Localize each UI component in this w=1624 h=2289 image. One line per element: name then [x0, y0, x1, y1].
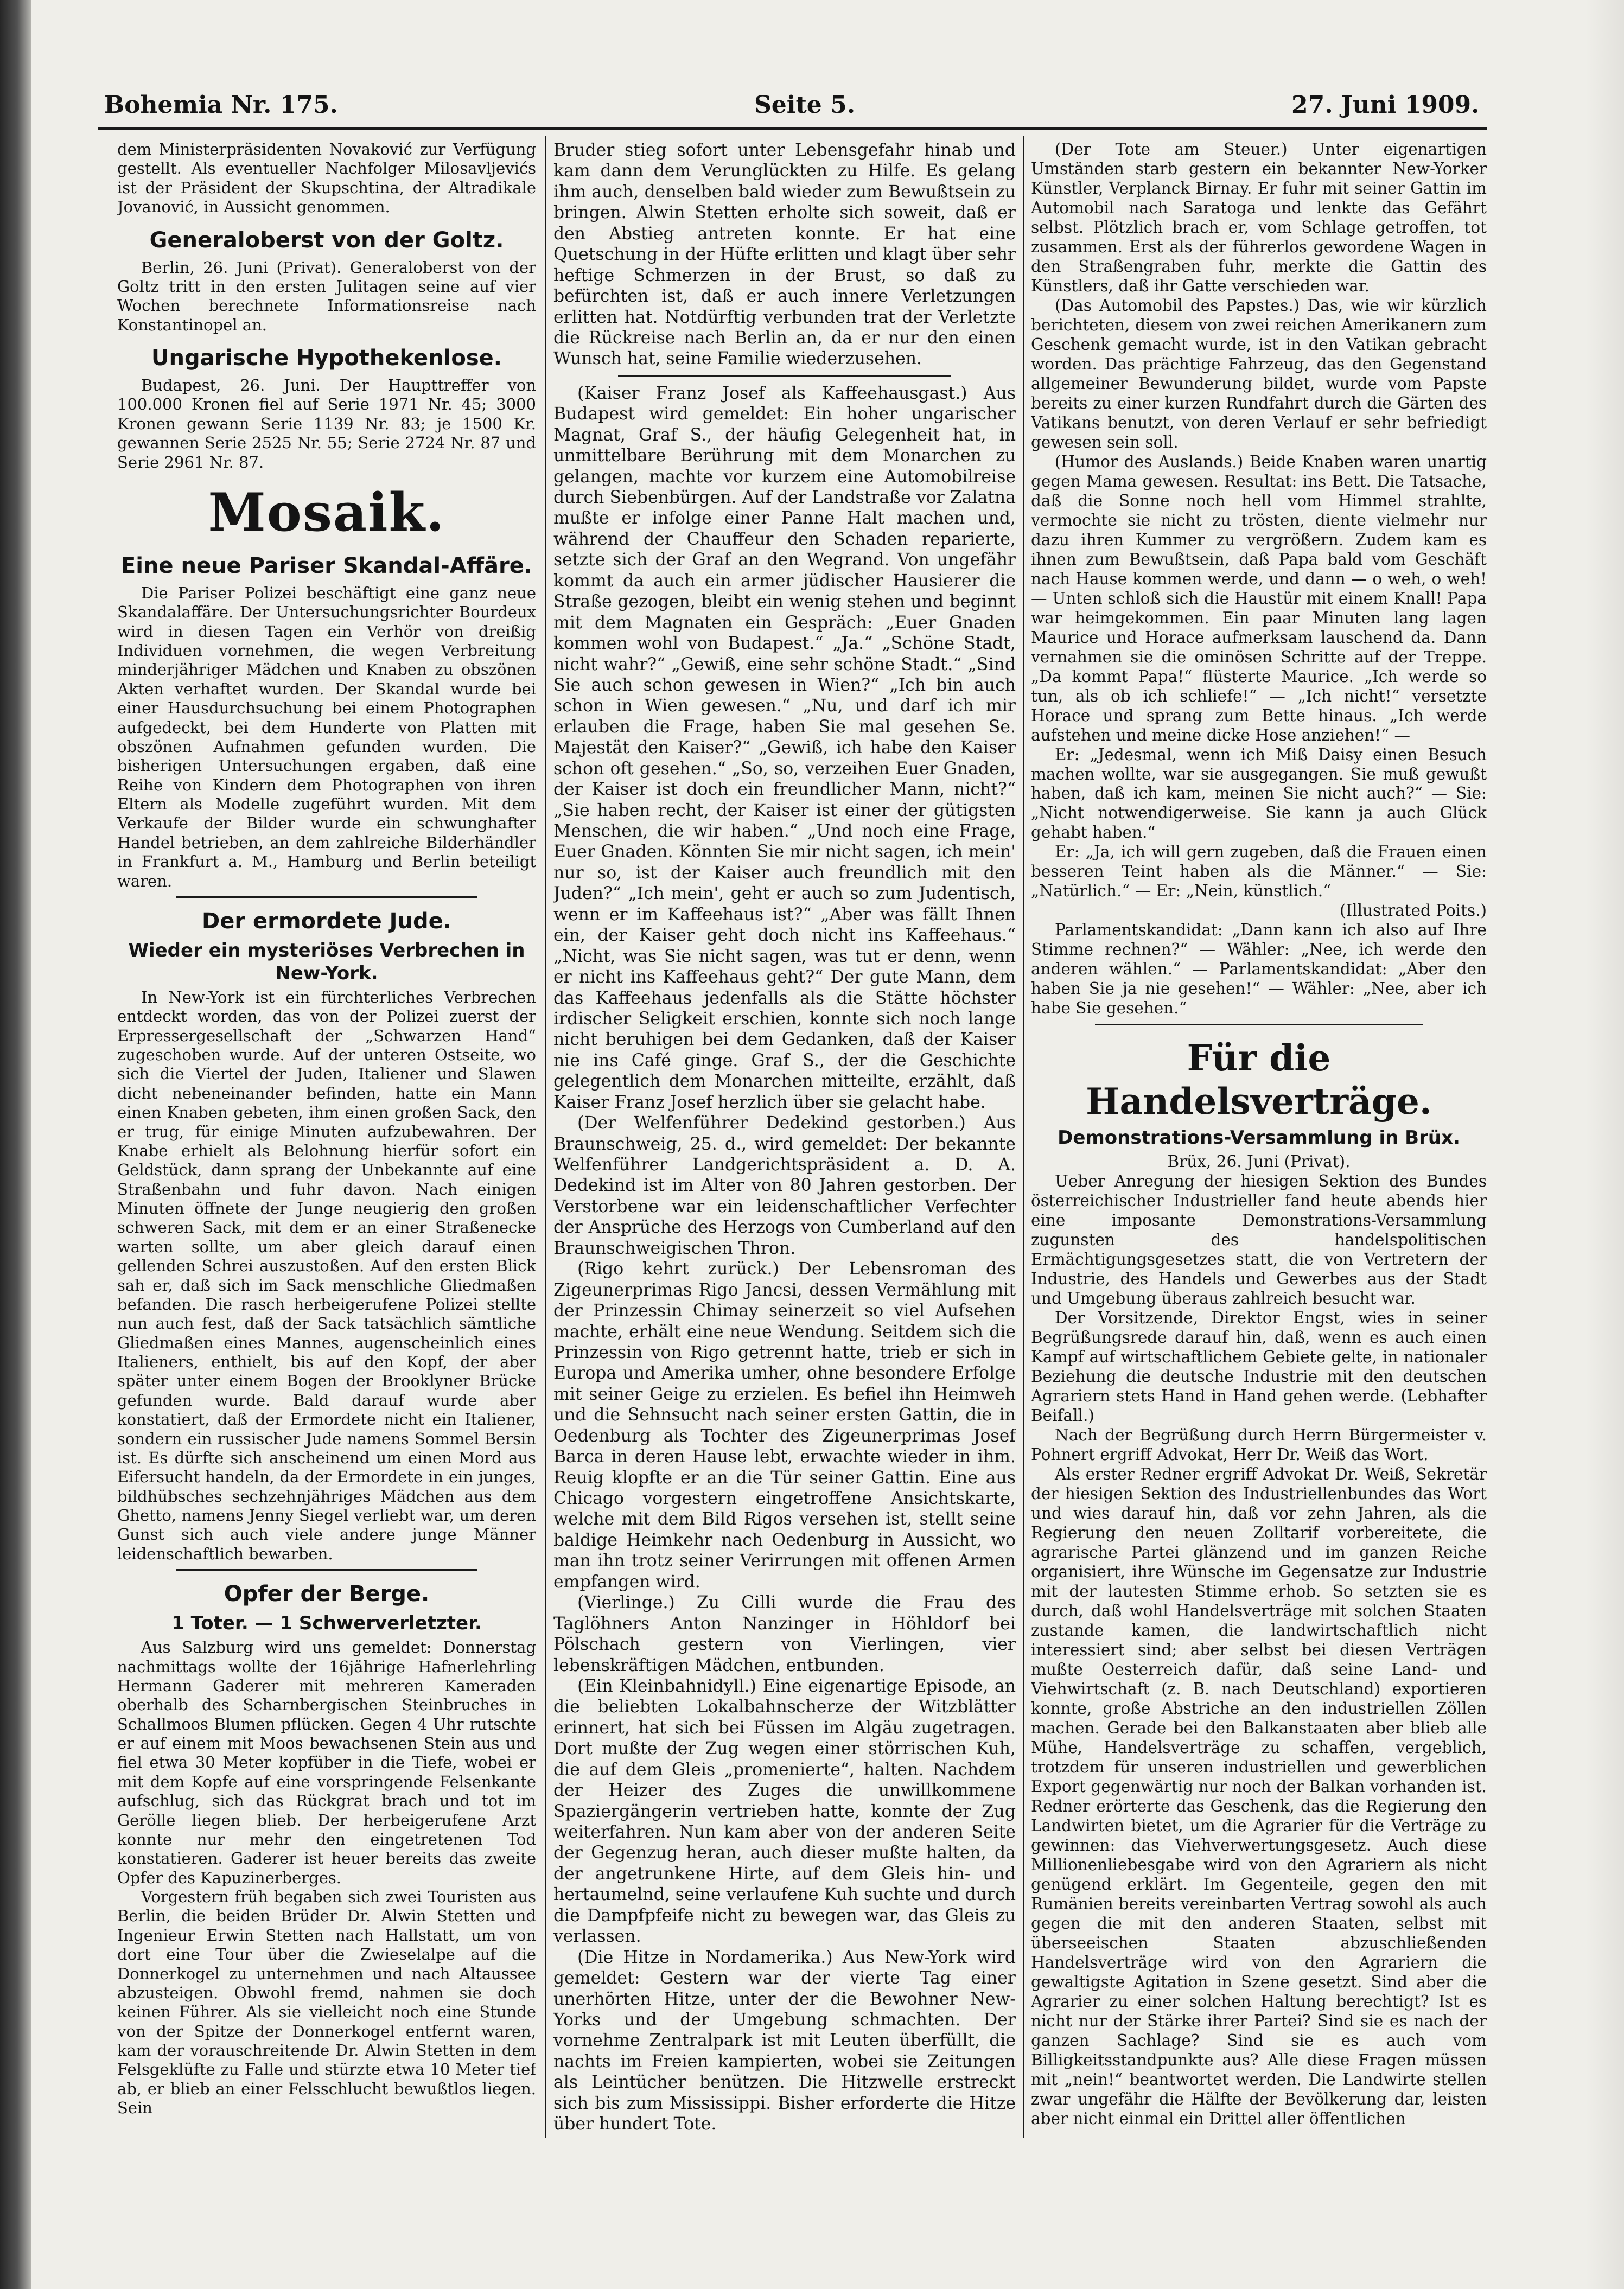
page-edge [1586, 0, 1624, 2289]
article-handelsvertraege-2: Der Vorsitzende, Direktor Engst, wies in seiner Begrüßungsrede darauf hin, daß, wenn es auch einen Kampf auf wirtschaftlichem Gebiete gelte, in nationaler Beziehung die deutsche Industrie mit den deutschen Agrariern stets Hand in Hand gehen werde. (Lebhafter Beifall.) [1031, 1309, 1487, 1425]
book-binding-shadow [0, 0, 31, 2289]
article-continuation: Bruder stieg sofort unter Lebensgefahr hinab und kam dann dem Verunglückten zu Hilfe. Es gelang ihm auch, denselben bald wieder zum Bewußtsein zu bringen. Alwin Stetten erholte sich soweit, daß er den Abstieg antreten konnte. Er hat eine Quetschung in der Hüfte erlitten und klagt über sehr heftige Schmerzen in der Brust, so daß zu befürchten ist, daß er auch innere Verletzungen erlitten hat. Notdürftig verbunden trat der Verletzte die Rückreise nach Berlin an, da er nur den einen Wunsch hat, seine Familie wiederzusehen. [553, 141, 1016, 369]
column-1 [117, 140, 536, 2147]
subheadline-opfer-der-berge: 1 Toter. — 1 Schwerverletzter. [171, 1612, 482, 1635]
article-separator [176, 1569, 477, 1571]
section-title-mosaik: Mosaik. [208, 481, 445, 543]
news-kaiser-kaffeehaus: (Kaiser Franz Josef als Kaffeehausgast.) Aus Budapest wird gemeldet: Ein hoher ungarischer Magnat, Graf S., der häufig Gelegenheit hat, in unmittelbare Berührung mit dem Monarchen zu gelangen, machte vor kurzem eine Automobilreise durch Siebenbürgen. Auf der Landstraße vor Zalatna mußte er infolge einer Panne Halt machen und, während der Chauffeur den Schaden reparierte, setzte sich der Graf an den Wegrand. Von ungefähr kommt da auch ein armer jüdischer Hausierer die Straße gezogen, bleibt ein wenig stehen und beginnt mit dem Magnaten ein Gespräch: „Euer Gnaden kommen wohl von Budapest.“ „Ja.“ „Schöne Stadt, nicht wahr?“ „Gewiß, eine sehr schöne Stadt.“ „Sind Sie auch schon gewesen in Wien?“ „Ich bin auch schon in Wien gewesen.“ „Nu, und darf ich mir erlauben die Frage, haben Sie mal gesehen Se. Majestät den Kaiser?“ „Gewiß, ich habe den Kaiser schon oft gesehen.“ „So, so, verzeihen Euer Gnaden, der Kaiser ist doch ein freundlicher Mann, nicht?“ „Sie haben recht, der Kaiser ist einer der gütigsten Menschen, die wir haben.“ „Und noch eine Frage, Euer Gnaden. Könnten Sie mir nicht sagen, ich mein' nur so, ist der Kaiser auch freundlich mit den Juden?“ „Ich mein', geht er auch so zum Judentisch, wenn er im Kaffeehaus ist?“ „Aber was fällt Ihnen ein, der Kaiser geht doch nicht ins Kaffeehaus.“ „Nicht, was Sie nicht sagen, was tut er denn, wenn er nicht ins Kaffeehaus geht?“ Der gute Mann, dem das Kaffeehaus jedenfalls als die Stätte höchster irdischer Seligkeit erschien, konnte sich noch lange nicht beruhigen bei dem Gedanken, daß der Kaiser nie ins Café ginge. Graf S., der die Geschichte gelegentlich dem Monarchen mitteilte, erzählt, daß Kaiser Franz Josef herzlich über sie gelacht habe. [553, 383, 1016, 1112]
news-humor-3: Er: „Ja, ich will gern zugeben, daß die Frauen einen besseren Teint haben als die Männer.“ — Sie: „Natürlich.“ — Er: „Nein, künstlich.“ [1031, 843, 1487, 901]
dateline-brux: Brüx, 26. Juni (Privat). [1167, 1152, 1351, 1171]
column-rule-1 [545, 136, 546, 2138]
headline-ermordete-jude: Der ermordete Jude. [202, 908, 451, 934]
article-ermordete-jude: In New-York ist ein fürchterliches Verbrechen entdeckt worden, das von der Polizei zuerst der Erpressergesellschaft der „Schwarzen Hand“ zugeschoben wurde. Auf der unteren Ostseite, wo sich die Viertel der Juden, Italiener und Slawen dicht nebeneinander befinden, hatte ein Mann einen Knaben gebeten, ihm einen großen Sack, den er trug, für einige Minuten aufzubewahren. Der Knabe erhielt als Belohnung hierfür sofort ein Geldstück, dann sprang der Unbekannte auf eine Straßenbahn und fuhr davon. Nach einigen Minuten öffnete der Junge neugierig den großen schweren Sack, mit dem er an einer Straßenecke warten sollte, um aber gleich darauf einen gellenden Schrei auszustoßen. Auf den ersten Blick sah er, daß sich im Sack menschliche Gliedmaßen befanden. Die rasch herbeigerufene Polizei stellte nun auch fest, daß der Sack tatsächlich sämtliche Gliedmaßen eines Mannes, augenscheinlich eines Italieners, enthielt, bis auf den Kopf, der aber später unter einem Bogen der Brooklyner Brücke gefunden wurde. Bald darauf wurde aber konstatiert, daß der Ermordete nicht ein Italiener, sondern ein russischer Jude namens Sommel Bersin ist. Es dürfte sich anscheinend um einen Mord aus Eifersucht handeln, da der Ermordete in ein junges, bildhübsches sechzehnjähriges Mädchen aus dem Ghetto, namens Jenny Siegel verliebt war, um deren Gunst sich auch viele andere junge Männer leidenschaftlich bewarben. [117, 987, 536, 1563]
humor-source: (Illustrated Poits.) [1339, 901, 1487, 920]
header-page-number: Seite 5. [754, 91, 856, 119]
column-2 [553, 140, 1016, 2147]
article-goltz: Berlin, 26. Juni (Privat). Generaloberst von der Goltz tritt in den ersten Julitagen seine auf vier Wochen berechnete Informationsreise nach Konstantinopel an. [117, 258, 536, 334]
headline-goltz: Generaloberst von der Goltz. [149, 227, 504, 253]
article-opfer-der-berge-2: Vorgestern früh begaben sich zwei Touristen aus Berlin, die beiden Brüder Dr. Alwin Stetten und Ingenieur Erwin Stetten nach Hallstatt, um von dort eine Tour über die Zwieselalpe auf die Donnerkogel zu unternehmen und nach Altaussee abzusteigen. Obwohl fremd, nahmen sie doch keinen Führer. Als sie vielleicht noch eine Stunde von der Spitze der Donnerkogel entfernt waren, kam der vorauschreitende Dr. Alwin Stetten in dem Felsgeklüfte zu Falle und stürzte etwa 10 Meter tief ab, er blieb an einer Felsschlucht bewußtlos liegen. Sein [117, 1888, 536, 2118]
news-kleinbahnidyll: (Ein Kleinbahnidyll.) Eine eigenartige Episode, an die beliebten Lokalbahnscherze der Witzblätter erinnert, hat sich bei Füssen im Algäu zugetragen. Dort mußte der Zug wegen einer störrischen Kuh, die auf dem Gleis „promenierte“, halten. Nachdem der Heizer des Zuges die unwillkommene Spaziergängerin vertrieben hatte, konnte der Zug weiterfahren. Nun kam aber von der anderen Seite der Gegenzug heran, auch dieser mußte halten, da der angetrunkene Hirte, auf dem Gleis hin- und hertaumelnd, seine verlaufene Kuh suchte und durch die Dampfpfeife nicht zu bewegen war, das Gleis zu verlassen. [553, 1676, 1016, 1947]
news-tote-am-steuer: (Der Tote am Steuer.) Unter eigenartigen Umständen starb gestern ein bekannter New-Yorker Künstler, Verplanck Birnay. Er fuhr mit seiner Gattin im Automobil nach Saratoga und lenkte das Gefährt selbst. Plötzlich brach er, vom Schlage getroffen, tot zusammen. Erst als der führerlos gewordene Wagen in den Straßengraben fuhr, merkte die Gattin des Künstlers, daß ihr Gatte verschieden war. [1031, 140, 1487, 295]
news-humor-1: (Humor des Auslands.) Beide Knaben waren unartig gegen Mama gewesen. Resultat: ins Bett. Die Tatsache, daß die Sonne noch hell vom Himmel strahlte, vermochte sie nicht zu trösten, diente vielmehr nur dazu ihren Kummer zu vergrößern. Zudem kam es ihnen zum Bewußtsein, daß Papa bald vom Geschäft nach Hause kommen werde, und dann — o weh, o weh! — Unten schloß sich die Haustür mit einem Knall! Papa war heimgekommen. Ein paar Minuten lang lagen Maurice und Horace aufmerksam lauschend da. Dann vernahmen sie die ominösen Schritte auf der Treppe. „Da kommt Papa!“ flüsterte Maurice. „Ich werde so tun, als ob ich schliefe!“ — „Ich nicht!“ versetzte Horace und sprang zum Bette hinaus. „Ich werde aufstehen und meine dicke Hose anziehen!“ — [1031, 452, 1487, 744]
news-humor-4: Parlamentskandidat: „Dann kann ich also auf Ihre Stimme rechnen?“ — Wähler: „Nee, ich werde den anderen wählen.“ — Parlamentskandidat: „Aber den haben Sie ja nie gesehen!“ — Wähler: „Nee, aber ich habe Sie gesehen.“ [1031, 921, 1487, 1018]
column-rule-2 [1023, 136, 1024, 2138]
article-separator [176, 896, 477, 898]
article-handelsvertraege-1: Ueber Anregung der hiesigen Sektion des Bundes österreichischer Industrieller fand heute abends hier eine imposante Demonstrations-Versammlung zugunsten des handelspolitischen Ermächtigungsgesetzes statt, die von Vertretern der Industrie, des Handels und Gewerbes aus der Stadt und Umgebung überaus zahlreich besucht war. [1031, 1172, 1487, 1308]
column-3 [1031, 140, 1487, 2147]
article-hypothekenlose: Budapest, 26. Juni. Der Haupttreffer von 100.000 Kronen fiel auf Serie 1971 Nr. 45; 3000 Kronen gewann Serie 1139 Nr. 83; je 1500 Kr. gewannen Serie 2525 Nr. 55; Serie 2724 Nr. 87 und Serie 2961 Nr. 87. [117, 376, 536, 471]
header-date: 27. Juni 1909. [1291, 91, 1480, 119]
article-paris-affaere: Die Pariser Polizei beschäftigt eine ganz neue Skandalaffäre. Der Untersuchungsrichter Bourdeux wird in diesen Tagen ein Verhör von dreißig Individuen vornehmen, die wegen Verbreitung minderjähriger Mädchen und Knaben zu obszönen Akten verhaftet wurden. Der Skandal wurde bei einer Hausdurchsuchung bei einem Photographen aufgedeckt, bei dem Hunderte von Platten mit obszönen Aufnahmen gefunden wurden. Die bisherigen Untersuchungen ergaben, daß eine Reihe von Kindern dem Photographen von ihren Eltern als Modelle zugeführt wurden. Mit dem Verkaufe der Bilder wurde ein schwunghafter Handel betrieben, an dem zahlreiche Bilderhändler in Frankfurt a. M., Hamburg und Berlin beteiligt waren. [117, 583, 536, 890]
headline-hypothekenlose: Ungarische Hypothekenlose. [151, 346, 502, 371]
article-opfer-der-berge-1: Aus Salzburg wird uns gemeldet: Donnerstag nachmittags wollte der 16jährige Hafnerlehrling Hermann Gaderer mit mehreren Kameraden oberhalb des Scharnbergischen Steinbruches in Schallmoos Blumen pflücken. Gegen 4 Uhr rutschte er auf einem mit Moos bewachsenen Stein aus und fiel etwa 30 Meter kopfüber in die Tiefe, wobei er mit dem Kopfe auf eine vorspringende Felsenkante aufschlug, sich das Rückgrat brach und tot im Gerölle liegen blieb. Der herbeigerufene Arzt konnte nur mehr den eingetretenen Tod konstatieren. Gaderer ist heuer bereits das zweite Opfer des Kapuzinerberges. [117, 1638, 536, 1887]
headline-paris-affaere: Eine neue Pariser Skandal-Affäre. [120, 553, 533, 578]
news-vierlinge: (Vierlinge.) Zu Cilli wurde die Frau des Taglöhners Anton Nanzinger in Höhldorf bei Pölschach gestern von Vierlingen, vier lebenskräftigen Mädchen, entbunden. [553, 1593, 1016, 1675]
article-handelsvertraege-3: Nach der Begrüßung durch Herrn Bürgermeister v. Pohnert ergriff Advokat, Herr Dr. Weiß das Wort. [1031, 1426, 1487, 1464]
news-automobil-papst: (Das Automobil des Papstes.) Das, wie wir kürzlich berichteten, diesem von zwei reichen Amerikanern zum Geschenk gemacht wurde, ist in den Vatikan gebracht worden. Das prächtige Fahrzeug, das den Gegenstand allgemeiner Bewunderung bildet, wurde vom Papste bereits zu einer kurzen Rundfahrt durch die Gärten des Vatikans benutzt, von deren Verlauf er sehr befriedigt gewesen sein soll. [1031, 296, 1487, 451]
header-publication: Bohemia Nr. 175. [104, 91, 338, 119]
news-welfenfuehrer: (Der Welfenführer Dedekind gestorben.) Aus Braunschweig, 25. d., wird gemeldet: Der bekannte Welfenführer Landgerichtspräsident a. D. A. Dedekind ist im Alter von 80 Jahren gestorben. Der Verstorbene war ein leidenschaftlicher Verfechter der Ansprüche des Herzogs von Cumberland auf den Braunschweigischen Thron. [553, 1113, 1016, 1258]
news-rigo: (Rigo kehrt zurück.) Der Lebensroman des Zigeunerprimas Rigo Jancsi, dessen Vermählung mit der Prinzessin Chimay seinerzeit so viel Aufsehen machte, erhält eine neue Wendung. Seitdem sich die Prinzessin von Rigo getrennt hatte, trieb er sich in Europa und Amerika umher, ohne besondere Erfolge mit seiner Geige zu erzielen. Es befiel ihn Heimweh und die Sehnsucht nach seiner ersten Gattin, die in Oedenburg als Tochter des Zigeunerprimas Josef Barca in deren Hause lebt, erwachte wieder in ihm. Reuig klopfte er an die Tür seiner Gattin. Eine aus Chicago vorgestern eingetroffene Ansichtskarte, welche mit dem Bild Rigos versehen ist, stellt seine baldige Heimkehr nach Oedenburg in Aussicht, wo man ihn trotz seiner Verirrungen mit offenen Armen empfangen wird. [553, 1259, 1016, 1592]
headline-handelsvertraege: Für die Handelsverträge. [1086, 1037, 1432, 1123]
subheadline-ermordete-jude: Wieder ein mysteriöses Verbrechen in New-York. [128, 939, 525, 984]
article-separator [1095, 1024, 1423, 1025]
headline-opfer-der-berge: Opfer der Berge. [224, 1582, 430, 1607]
article-separator [618, 375, 951, 377]
article-continuation: dem Ministerpräsidenten Novaković zur Verfügung gestellt. Als eventueller Nachfolger Milosavljevićs ist der Präsident der Skupschtina, der Altradikale Jovanović, in Aussicht genommen. [117, 140, 536, 216]
news-humor-2: Er: „Jedesmal, wenn ich Miß Daisy einen Besuch machen wollte, war sie ausgegangen. Sie muß gewußt haben, daß ich kam, meinen Sie nicht auch?“ — Sie: „Nicht notwendigerweise. Sie kann ja auch Glück gehabt haben.“ [1031, 745, 1487, 842]
header-rule [98, 127, 1487, 130]
news-hitze-nordamerika: (Die Hitze in Nordamerika.) Aus New-York wird gemeldet: Gestern war der vierte Tag einer unerhörten Hitze, unter der die Bewohner New-Yorks und der Umgebung schmachten. Der vornehme Zentralpark ist mit Leuten überfüllt, die nachts im Freien kampierten, wobei sie Zeitungen als Leintücher benützen. Die Hitzwelle erstreckt sich bis zum Mississippi. Bisher erforderte die Hitze über hundert Tote. [553, 1947, 1016, 2134]
article-handelsvertraege-4: Als erster Redner ergriff Advokat Dr. Weiß, Sekretär der hiesigen Sektion des Industriellenbundes das Wort und wies darauf hin, daß vor zehn Jahren, als die Regierung den neuen Zolltarif vorbereitete, die agrarische Partei glänzend und im ganzen Reiche organisiert, ihre Wünsche im Gegensatze zur Industrie mit der lautesten Stimme erhob. So setzten sie es durch, daß wohl Handelsverträge mit solchen Staaten zustande kamen, die landwirtschaftlich nicht interessiert sind; aber selbst bei diesen Verträgen mußte Oesterreich dafür, daß seine Land- und Viehwirtschaft (z. B. nach Deutschland) exportieren konnte, große Abstriche an den industriellen Zöllen machen. Gerade bei den Balkanstaaten aber blieb alle Mühe, Handelsverträge zu schaffen, vergeblich, trotzdem für unseren industriellen und gewerblichen Export gegenwärtig nur noch der Balkan vorhanden ist. Redner erörterte das Geschenk, das die Regierung den Landwirten bietet, um die Agrarier für die Verträge zu gewinnen: das Viehverwertungsgesetz. Auch diese Millionenliebesgabe wird von den Agrariern als nicht genügend erklärt. Im Gegenteile, gegen den mit Rumänien bereits vereinbarten Vertrag sowohl als auch gegen die mit den anderen Staaten, selbst mit überseeischen Staaten abzuschließenden Handelsverträge wird von den Agrariern die gewaltigste Agitation in Szene gesetzt. Sind aber die Agrarier zu einer solchen Haltung berechtigt? Ist es nicht nur der Stärke ihrer Partei? Sind sie es nach der ganzen Sachlage? Sind sie es auch vom Billigkeitsstandpunkte aus? Alle diese Fragen müssen mit „nein!“ beantwortet werden. Die Landwirte stellen zwar ungefähr die Hälfte der Bevölkerung dar, leisten aber nicht einmal ein Drittel aller öffentlichen [1031, 1465, 1487, 2128]
subheadline-handelsvertraege: Demonstrations-Versammlung in Brüx. [1058, 1127, 1460, 1149]
